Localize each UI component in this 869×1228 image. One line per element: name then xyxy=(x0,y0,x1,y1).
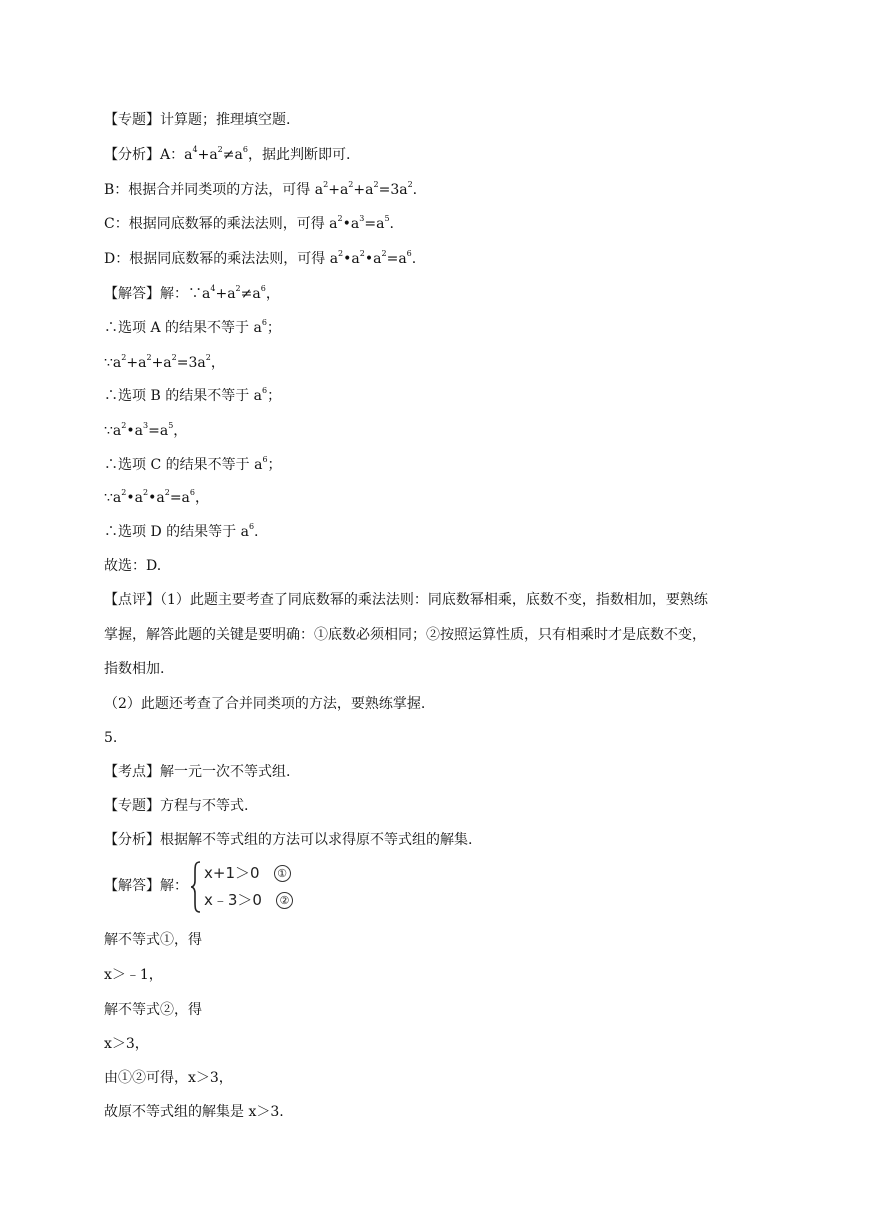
review-line-4: （2）此题还考查了合并同类项的方法，要熟练掌握. xyxy=(104,696,426,712)
inequality-1: x+1＞0 ① xyxy=(204,862,291,883)
conclusion-a-line: ∴选项 A 的结果不等于 $a^6$； xyxy=(104,318,281,336)
conclusion-b-line: ∴选项 B 的结果不等于 $a^6$； xyxy=(104,386,282,404)
circled-1-icon: ① xyxy=(274,865,291,882)
solution-label: 【解答】解： xyxy=(104,878,188,894)
final-answer-line: 故原不等式组的解集是 x＞3. xyxy=(104,1104,284,1120)
review-line-2: 掌握，解答此题的关键是要明确：①底数必须相同；②按照运算性质，只有相乘时才是底数不变， xyxy=(104,627,706,643)
result-2-line: x＞3， xyxy=(104,1036,149,1052)
analysis-c-line: C：根据同底数幂的乘法法则，可得 $a^2•a^3=a^5$. xyxy=(104,214,394,232)
topic-line: 【专题】计算题；推理填空题. xyxy=(104,112,291,128)
topic-line-5: 【专题】方程与不等式. xyxy=(104,798,249,814)
review-line-1: 【点评】（1）此题主要考查了同底数幂的乘法法则：同底数幂相乘，底数不变，指数相加，要熟练 xyxy=(104,592,708,608)
circled-2-icon: ② xyxy=(276,892,293,909)
inequality-2: x﹣3＞0 ② xyxy=(204,889,293,910)
because-b-line: $\because a^2+a^2+a^2=3a^2$， xyxy=(104,353,225,371)
conclusion-d-line: ∴选项 D 的结果等于 $a^6$. xyxy=(104,522,259,540)
because-d-line: $\because a^2•a^2•a^2=a^6$， xyxy=(104,488,209,506)
combine-line: 由①②可得，x＞3， xyxy=(104,1070,233,1086)
solution-start-line: 【解答】解：$\because a^4+a^2\ne a^6$， xyxy=(104,284,280,302)
analysis-a-line: 【分析】A：$a^4+a^2\ne a^6$，据此判断即可. xyxy=(104,145,351,163)
analysis-b-line: B：根据合并同类项的方法，可得 $a^2+a^2+a^2=3a^2$. xyxy=(104,180,418,198)
conclusion-c-line: ∴选项 C 的结果不等于 $a^6$； xyxy=(104,455,282,473)
because-c-line: $\because a^2•a^3=a^5$， xyxy=(104,421,188,439)
answer-line: 故选：D. xyxy=(104,558,162,574)
solve-1-line: 解不等式①，得 xyxy=(104,932,202,948)
result-1-line: x＞﹣1， xyxy=(104,967,163,983)
solve-2-line: 解不等式②，得 xyxy=(104,1002,202,1018)
analysis-line-5: 【分析】根据解不等式组的方法可以求得原不等式组的解集. xyxy=(104,832,473,848)
analysis-d-line: D：根据同底数幂的乘法法则，可得 $a^2•a^2•a^2=a^6$. xyxy=(104,249,417,267)
question-number: 5. xyxy=(104,730,118,746)
left-brace-icon xyxy=(190,860,202,914)
knowledge-point-line: 【考点】解一元一次不等式组. xyxy=(104,764,291,780)
review-line-3: 指数相加. xyxy=(104,661,165,677)
